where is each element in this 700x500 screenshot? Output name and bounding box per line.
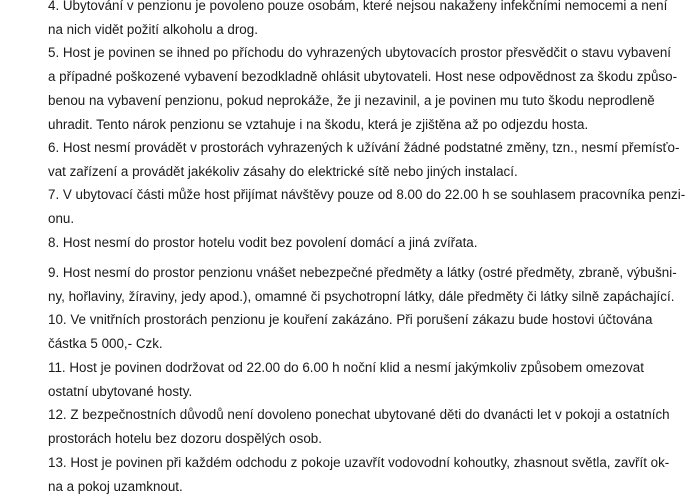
rule-13-paragraph [48, 451, 670, 499]
rule-8-paragraph [48, 231, 658, 255]
rule-10-line-1: 10. Ve vnitřních prostorách penzionu je kouření zakázáno. Při porušení zákazu bude hostovi účtována [48, 312, 653, 327]
rule-10-paragraph [48, 308, 658, 356]
rule-8-line-1: 8. Host nesmí do prostor hotelu vodit bez povolení domácí a jiná zvířata. [48, 235, 478, 250]
rule-4-paragraph [48, 0, 668, 42]
rule-4-line-2: na nich vidět požití alkoholu a drog. [48, 22, 258, 37]
rule-6-line-2: vat zařízení a provádět jakékoliv zásahy do elektrické sítě nebo jiných instalací. [48, 164, 518, 179]
rule-6-paragraph [48, 136, 680, 184]
rule-9-line-1: 9. Host nesmí do prostor penzionu vnášet nebezpečné předměty a látky (ostré předměty, zbraně, výbušni- [48, 265, 677, 280]
rule-13-line-1: 13. Host je povinen při každém odchodu z pokoje uzavřít vodovodní kohoutky, zhasnout světla, zavřít ok- [48, 455, 670, 470]
rule-13-line-2: na a pokoj uzamknout. [48, 479, 183, 494]
rule-11-paragraph [48, 356, 658, 404]
rule-11-line-1: 11. Host je povinen dodržovat od 22.00 do 6.00 h noční klid a nesmí jakýmkoliv způsobem omezovat [48, 360, 644, 375]
rule-9-line-2: ny, hořlaviny, žíraviny, jedy apod.), omamné či psychotropní látky, dále předměty či látky silně zapáchající. [48, 289, 675, 304]
rule-12-line-1: 12. Z bezpečnostních důvodů není dovoleno ponechat ubytované děti do dvanácti let v pokoji a ostatních [48, 407, 670, 422]
rule-12-paragraph [48, 403, 670, 451]
rule-7-line-1: 7. V ubytovací části může host přijímat návštěvy pouze od 8.00 do 22.00 h se souhlasem pracovníka penzi- [48, 187, 686, 202]
rule-5-paragraph [48, 41, 678, 137]
rule-5-line-1: 5. Host je povinen se ihned po příchodu do vyhrazených ubytovacích prostor přesvědčit o stavu vybavení [48, 45, 672, 60]
rule-4-line-1: 4. Ubytování v penzionu je povoleno pouze osobám, které nejsou nakaženy infekčními nemocemi a není [48, 0, 668, 13]
rule-11-line-2: ostatní ubytované hosty. [48, 384, 193, 399]
rule-5-line-2: a případné poškozené vybavení bezodkladně ohlásit ubytovateli. Host nese odpovědnost za škodu způso- [48, 69, 678, 84]
rule-9-paragraph [48, 261, 677, 309]
rule-7-line-2: onu. [48, 211, 75, 226]
rule-7-paragraph [48, 183, 686, 231]
rule-12-line-2: prostorách hotelu bez dozoru dospělých osob. [48, 431, 322, 446]
rule-6-line-1: 6. Host nesmí provádět v prostorách vyhrazených k užívání žádné podstatné změny, tzn., nesmí přemísťo- [48, 140, 680, 155]
rule-5-line-4: uhradit. Tento nárok penzionu se vztahuje i na škodu, která je zjištěna až po odjezdu hosta. [48, 117, 589, 132]
rule-10-line-2: částka 5 000,- Czk. [48, 336, 163, 351]
rule-5-line-3: benou na vybavení penzionu, pokud neprokáže, že ji nezavinil, a je povinen mu tuto škodu neprodleně [48, 93, 655, 108]
